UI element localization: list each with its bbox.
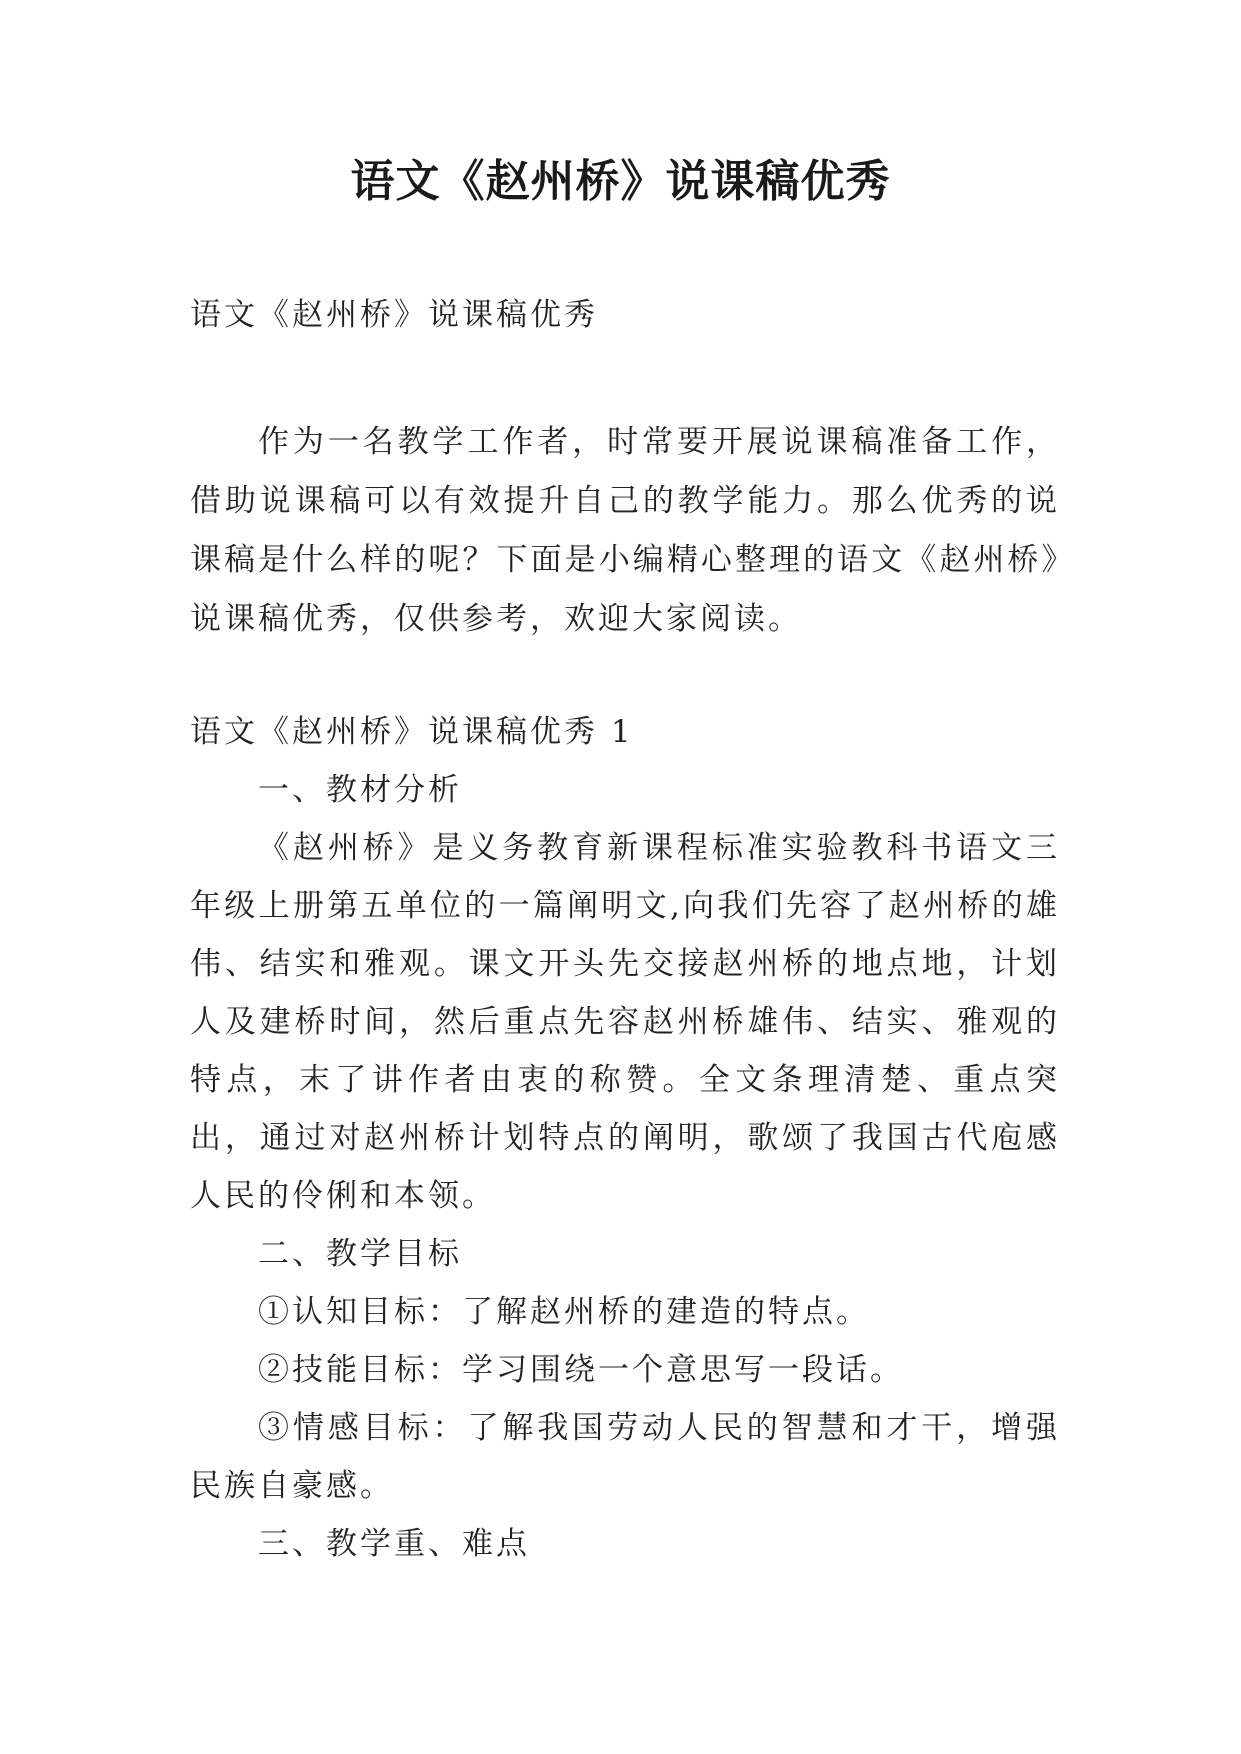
document-title: 语文《赵州桥》说课稿优秀 bbox=[350, 156, 891, 207]
goal-cognitive: ①认知目标：了解赵州桥的建造的特点。 bbox=[258, 1294, 870, 1330]
goal-emotion: ③情感目标：了解我国劳动人民的智慧和才干，增强民族自豪感。 bbox=[190, 1410, 1060, 1504]
intro-paragraph: 作为一名教学工作者，时常要开展说课稿准备工作，借助说课稿可以有效提升自己的教学能力。那么优秀的说课稿是什么样的呢？下面是小编精心整理的语文《赵州桥》说课稿优秀，仅供参考，欢迎大家阅读。 bbox=[190, 424, 1060, 637]
part-1-heading: 一、教材分析 bbox=[258, 772, 462, 808]
part-3-heading: 三、教学重、难点 bbox=[258, 1526, 530, 1562]
part-2-heading: 二、教学目标 bbox=[258, 1236, 462, 1272]
part-1-paragraph: 《赵州桥》是义务教育新课程标准实验教科书语文三年级上册第五单位的一篇阐明文,向我们先容了赵州桥的雄伟、结实和雅观。课文开头先交接赵州桥的地点地，计划人及建桥时间，然后重点先容赵州桥雄伟、结实、雅观的特点，末了讲作者由衷的称赞。全文条理清楚、重点突出，通过对赵州桥计划特点的阐明，歌颂了我国古代庖感人民的伶俐和本领。 bbox=[190, 830, 1060, 1214]
goal-skill: ②技能目标：学习围绕一个意思写一段话。 bbox=[258, 1352, 904, 1388]
section-1-heading: 语文《赵州桥》说课稿优秀 1 bbox=[190, 714, 634, 750]
document-subtitle: 语文《赵州桥》说课稿优秀 bbox=[190, 297, 598, 333]
section-1 bbox=[190, 703, 1060, 1573]
